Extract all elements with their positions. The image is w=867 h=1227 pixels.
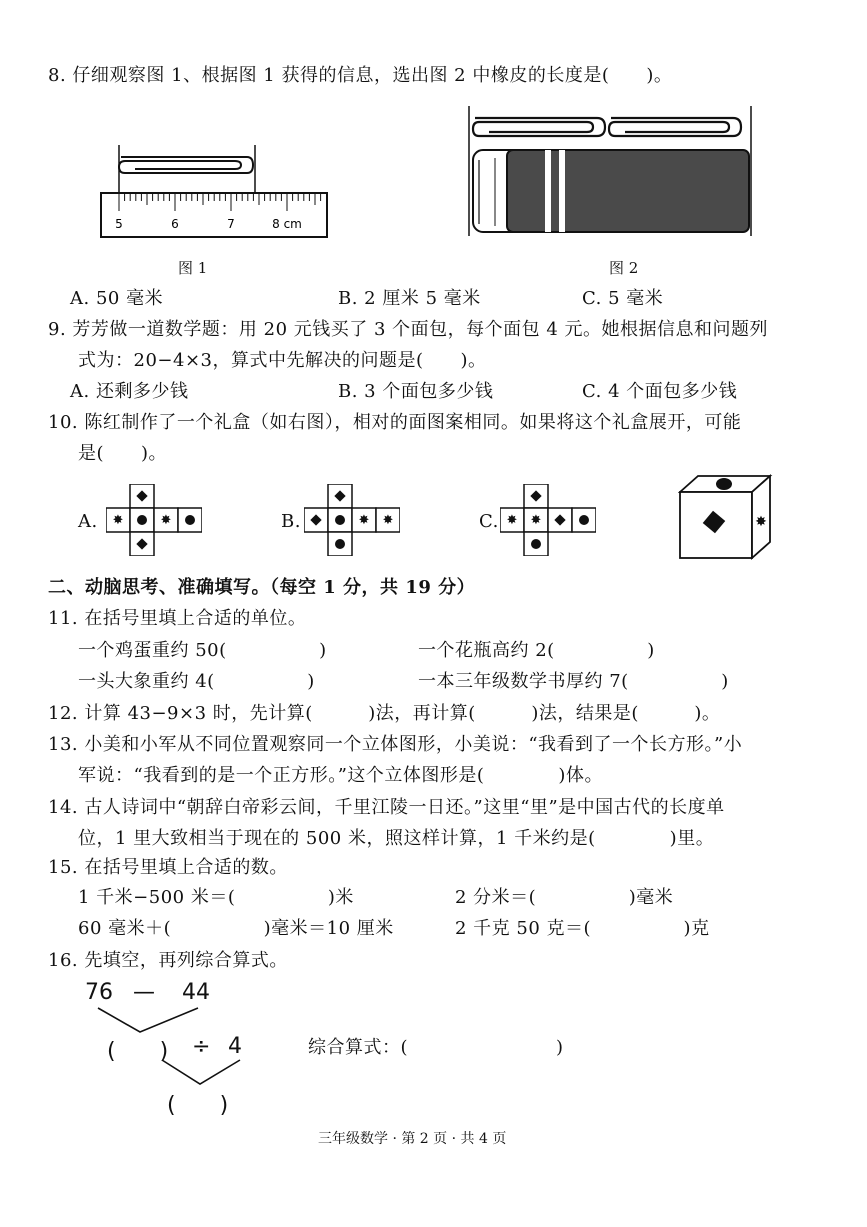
sun-icon: ✸ [112, 513, 124, 528]
q15-item-4[interactable]: 2 千克 50 克＝( )克 [455, 918, 710, 939]
sun-icon: ✸ [755, 514, 767, 530]
dot-icon [335, 515, 345, 525]
dot-icon [185, 515, 195, 525]
gift-box-cube [678, 474, 774, 562]
q16-number-76: 76 [85, 980, 113, 1005]
eraser-sleeve [507, 150, 749, 232]
q11-item-2[interactable]: 一个花瓶高约 2( ) [418, 640, 655, 661]
dot-icon [716, 478, 732, 490]
q14-line1: 14. 古人诗词中“朝辞白帝彩云间，千里江陵一日还。”这里“里”是中国古代的长度单 [48, 797, 725, 818]
q16-divide-sign: ÷ [192, 1034, 211, 1059]
q8-option-b[interactable]: B. 2 厘米 5 毫米 [338, 288, 481, 309]
q8-option-a[interactable]: A. 50 毫米 [70, 288, 164, 309]
q10-option-b-label[interactable]: B. [281, 511, 301, 532]
dot-icon [531, 539, 541, 549]
paperclip-icon [119, 157, 253, 173]
ruler-tick-label: 7 [227, 217, 235, 231]
dot-icon [335, 539, 345, 549]
sun-icon: ✸ [358, 513, 370, 528]
ruler-tick-label: 5 [115, 217, 123, 231]
q16-stem: 16. 先填空，再列综合算式。 [48, 950, 288, 971]
q16-combined-expression[interactable]: 综合算式：( ) [308, 1037, 564, 1058]
figure-2-eraser [465, 102, 765, 242]
figure-1-ruler [95, 135, 335, 245]
q15-item-2[interactable]: 2 分米＝( )毫米 [455, 887, 674, 908]
dot-icon [137, 515, 147, 525]
page-footer: 三年级数学 · 第 2 页 · 共 4 页 [318, 1131, 507, 1147]
q15-stem: 15. 在括号里填上合适的数。 [48, 857, 288, 878]
q16-number-44: 44 [182, 980, 210, 1005]
q8-stem: 8. 仔细观察图 1、根据图 1 获得的信息，选出图 2 中橡皮的长度是( )。 [48, 65, 673, 86]
ruler-tick-label: 8 cm [272, 217, 302, 231]
figure-1-caption: 图 1 [178, 259, 208, 277]
q13-line2[interactable]: 军说：“我看到的是一个正方形。”这个立体图形是( )体。 [78, 765, 603, 786]
q12-line[interactable]: 12. 计算 43−9×3 时，先计算( )法，再计算( )法，结果是( )。 [48, 703, 721, 724]
q16-number-4: 4 [228, 1034, 242, 1059]
q16-minus-sign: — [133, 980, 155, 1005]
paperclip-icon [609, 118, 741, 136]
q14-line2[interactable]: 位，1 里大致相当于现在的 500 米，照这样计算，1 千米约是( )里。 [78, 828, 715, 849]
q16-blank-2[interactable]: ( ) [167, 1093, 229, 1118]
q11-item-4[interactable]: 一本三年级数学书厚约 7( ) [418, 671, 729, 692]
q15-item-1[interactable]: 1 千米−500 米＝( )米 [78, 887, 354, 908]
dot-icon [579, 515, 589, 525]
q10-option-a-net[interactable] [106, 484, 202, 556]
q15-item-3[interactable]: 60 毫米＋( )毫米＝10 厘米 [78, 918, 394, 939]
q10-option-c-label[interactable]: C. [479, 511, 499, 532]
figure-2-caption: 图 2 [609, 259, 639, 277]
q9-option-c[interactable]: C. 4 个面包多少钱 [582, 381, 738, 402]
q11-stem: 11. 在括号里填上合适的单位。 [48, 608, 307, 629]
q9-line2: 式为：20−4×3，算式中先解决的问题是( )。 [78, 350, 487, 371]
q8-option-c[interactable]: C. 5 毫米 [582, 288, 664, 309]
q9-line1: 9. 芳芳做一道数学题：用 20 元钱买了 3 个面包，每个面包 4 元。她根据信息和问题列 [48, 319, 769, 340]
q10-option-c-net[interactable] [500, 484, 596, 556]
q9-option-a[interactable]: A. 还剩多少钱 [70, 381, 189, 402]
sun-icon: ✸ [160, 513, 172, 528]
q13-line1: 13. 小美和小军从不同位置观察同一个立体图形，小美说：“我看到了一个长方形。”小 [48, 734, 743, 755]
q16-blank-1[interactable]: ( ) [107, 1039, 169, 1064]
q10-option-b-net[interactable] [304, 484, 400, 556]
sun-icon: ✸ [506, 513, 518, 528]
q10-line2: 是( )。 [78, 443, 168, 464]
sun-icon: ✸ [530, 513, 542, 528]
ruler-tick-label: 6 [171, 217, 179, 231]
paperclip-icon [473, 118, 605, 136]
q11-item-3[interactable]: 一头大象重约 4( ) [78, 671, 315, 692]
section2-title: 二、动脑思考、准确填写。（每空 1 分，共 19 分） [48, 577, 476, 598]
sun-icon: ✸ [382, 513, 394, 528]
q10-option-a-label[interactable]: A. [78, 511, 98, 532]
q11-item-1[interactable]: 一个鸡蛋重约 50( ) [78, 640, 327, 661]
q10-line1: 10. 陈红制作了一个礼盒（如右图），相对的面图案相同。如果将这个礼盒展开，可能 [48, 412, 742, 433]
q9-option-b[interactable]: B. 3 个面包多少钱 [338, 381, 494, 402]
